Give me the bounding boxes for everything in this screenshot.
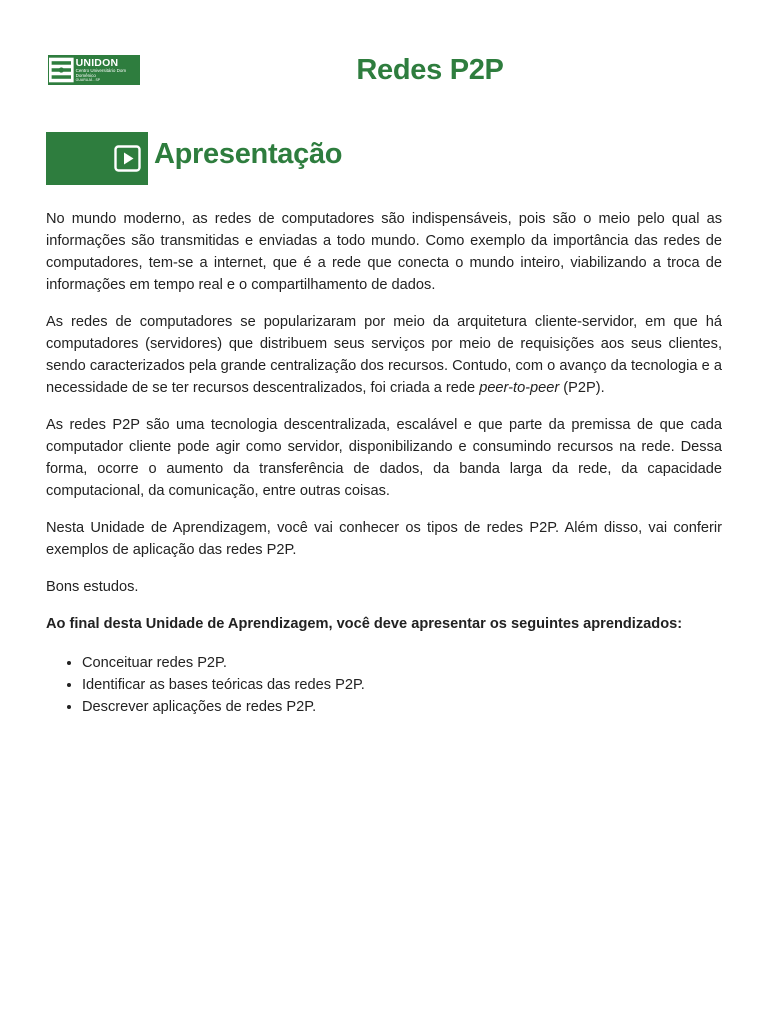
unidon-logo [48,55,140,85]
logo-text [76,58,139,83]
list-item: • Conceituar redes P2P. [82,652,722,674]
paragraph-5: Bons estudos. [46,579,139,595]
main-content [46,208,722,718]
logo-subtitle: Centro Universitário Dom Domênico [75,68,127,78]
paragraph-2-text: As redes de computadores se popularizaram por meio da arquitetura cliente-servidor, em que há computadores (servidores) que distribuem seus serviços por meio de requisições aos seus clientes, sendo caracterizados pela grande centralização dos recursos. Contudo, com o avanço da tecnologia e a necessidade de se ter recursos descentralizados, foi criada a rede [46,314,722,396]
unidon-emblem-icon [49,56,74,84]
document-title: Redes P2P [356,54,504,86]
paragraph-2-end: (P2P). [559,380,605,396]
peer-to-peer-term: peer-to-peer [479,380,560,396]
list-item: • Identificar as bases teóricas das redes P2P. [82,674,722,696]
list-item: • Descrever aplicações de redes P2P. [82,696,722,718]
logo-subtitle-location: GUARUJÁ - SP [75,78,101,82]
paragraph-2 [46,311,722,399]
play-square-icon [114,145,141,172]
objectives-heading: Ao final desta Unidade de Aprendizagem, você deve apresentar os seguintes aprendizados: [46,616,683,632]
paragraph-1: No mundo moderno, as redes de computadores são indispensáveis, pois são o meio pelo qual as informações são transmitidas e enviadas a todo mundo. Como exemplo da importância das redes de computadores, tem-se a internet, que é a rede que conecta o mundo inteiro, viabilizando a troca de informações em tempo real e o compartilhamento de dados. [46,211,722,293]
objectives-list [46,652,722,718]
section-title: Apresentação [154,138,343,170]
logo-name: UNIDON [75,56,119,69]
paragraph-4: Nesta Unidade de Aprendizagem, você vai conhecer os tipos de redes P2P. Além disso, vai conferir exemplos de aplicação das redes P2P. [46,520,722,558]
paragraph-3: As redes P2P são uma tecnologia descentralizada, escalável e que parte da premissa de que cada computador cliente pode agir como servidor, disponibilizando e consumindo recursos na rede. Dessa forma, ocorre o aumento da transferência de dados, da banda larga da rede, da capacidade computacional, da comunicação, entre outras coisas. [46,417,722,499]
